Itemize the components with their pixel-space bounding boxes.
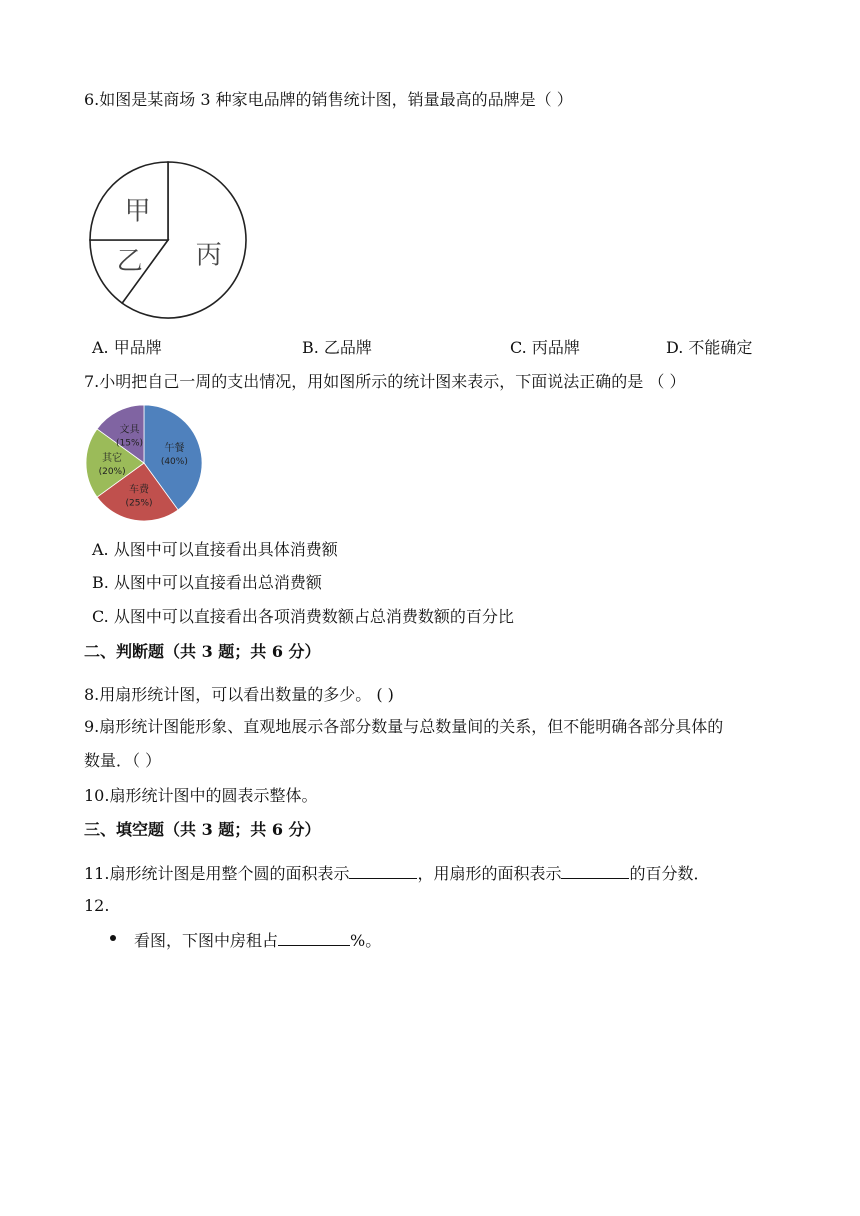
pie-label-丙: 丙 <box>195 240 222 271</box>
q11-text <box>84 862 709 884</box>
q6-pie-chart <box>80 150 260 330</box>
pie-label-车费: 车费 <box>129 484 150 496</box>
q6-option-d: D. 不能确定 <box>666 338 753 357</box>
q12-part2: %。 <box>350 931 382 950</box>
section2-heading: 二、判断题（共 3 题；共 6 分） <box>84 642 321 661</box>
q11-part3: 的百分数． <box>629 864 710 883</box>
q6-option-b: B. 乙品牌 <box>302 338 372 357</box>
q6-stem: 6.如图是某商场 3 种家电品牌的销售统计图，销量最高的品牌是（ ） <box>84 90 573 109</box>
pie-label-乙: 乙 <box>116 246 143 277</box>
q10-text: 10.扇形统计图中的圆表示整体。 <box>84 786 318 805</box>
q11-blank-1[interactable] <box>349 862 417 879</box>
q12-text <box>134 929 381 951</box>
pie-label-文具: 文具 <box>119 424 140 436</box>
q11-part1: 11.扇形统计图是用整个圆的面积表示 <box>84 864 350 883</box>
q12-blank[interactable] <box>278 929 350 946</box>
pie-percent-其它: (20%) <box>98 467 126 477</box>
q7-option-c: C. 从图中可以直接看出各项消费数额占总消费数额的百分比 <box>92 607 514 626</box>
q7-pie-chart <box>82 401 206 525</box>
pie-label-其它: 其它 <box>102 453 123 464</box>
section3-heading: 三、填空题（共 3 题；共 6 分） <box>84 820 321 839</box>
q7-stem: 7.小明把自己一周的支出情况，用如图所示的统计图来表示，下面说法正确的是 （ ） <box>84 372 686 391</box>
q11-blank-2[interactable] <box>561 862 629 879</box>
q6-option-c: C. 丙品牌 <box>510 338 580 357</box>
q8-text: 8.用扇形统计图，可以看出数量的多少。 ( ) <box>84 685 394 704</box>
pie-percent-午餐: (40%) <box>160 457 188 468</box>
q6-option-a: A. 甲品牌 <box>92 338 162 357</box>
q9-line2: 数量．（ ） <box>84 751 162 770</box>
pie-percent-车费: (25%) <box>125 498 153 509</box>
pie-label-甲: 甲 <box>124 196 151 227</box>
pie-label-午餐: 午餐 <box>164 443 185 455</box>
q11-part2: ，用扇形的面积表示 <box>417 864 562 883</box>
q12-part1: 看图，下图中房租占 <box>134 931 279 950</box>
pie-percent-文具: (15%) <box>116 438 144 449</box>
q7-option-a: A. 从图中可以直接看出具体消费额 <box>92 540 338 559</box>
q7-option-b: B. 从图中可以直接看出总消费额 <box>92 573 322 592</box>
bullet-icon <box>110 935 116 941</box>
q9-line1: 9.扇形统计图能形象、直观地展示各部分数量与总数量间的关系，但不能明确各部分具体的 <box>84 717 724 736</box>
q12-number: 12. <box>84 896 110 915</box>
